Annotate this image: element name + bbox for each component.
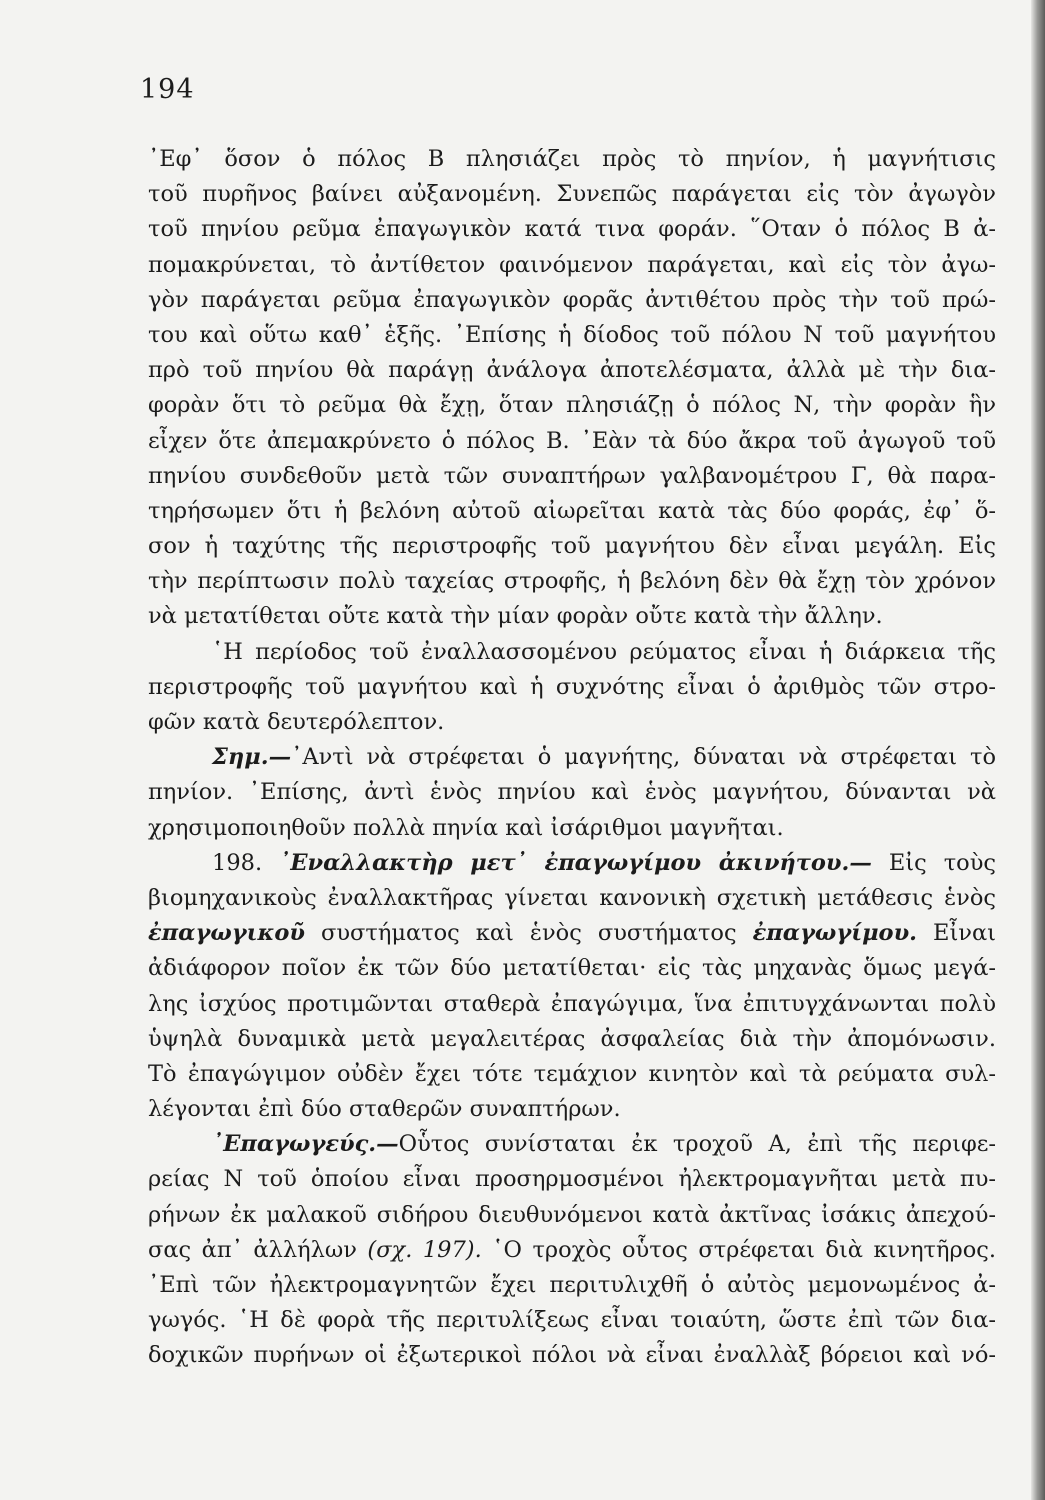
- inductor-line: ρείας Ν τοῦ ὁποίου εἶναι προσηρμοσμένοι ἠλεκτρομαγνῆται μετὰ πυ-: [148, 1166, 996, 1193]
- section-text: Εἰς τοὺς: [871, 849, 996, 876]
- term-inductive: ἐπαγωγικοῦ: [148, 920, 305, 947]
- section-line: λης ἰσχύος προτιμῶνται σταθερὰ ἐπαγώγιμα, ἵνα ἐπιτυγχάνωνται πολὺ: [148, 990, 996, 1017]
- text-line: του καὶ οὕτω καθ᾿ ἑξῆς. ᾿Επίσης ἡ δίοδος τοῦ πόλου Ν τοῦ μαγνήτου: [148, 321, 996, 348]
- text-line: περιστροφῆς τοῦ μαγνήτου καὶ ἡ συχνότης εἶναι ὁ ἀριθμὸς τῶν στρο-: [148, 673, 996, 700]
- text-line: φορὰν ὅτι τὸ ρεῦμα θὰ ἔχῃ, ὅταν πλησιάζῃ ὁ πόλος Ν, τὴν φορὰν ἣν: [148, 392, 996, 419]
- note-line: [148, 740, 996, 775]
- section-number: 198.: [212, 849, 263, 876]
- section-line: ὑψηλὰ δυναμικὰ μετὰ μεγαλειτέρας ἀσφαλείας διὰ τὴν ἀπομόνωσιν.: [148, 1025, 996, 1052]
- section-line: Τὸ ἐπαγώγιμον οὐδὲν ἔχει τότε τεμάχιον κινητὸν καὶ τὰ ρεύματα συλ-: [148, 1060, 996, 1087]
- text-line: νὰ μετατίθεται οὔτε κατὰ τὴν μίαν φορὰν οὔτε κατὰ τὴν ἄλλην.: [148, 603, 883, 630]
- inductor-line: [148, 1233, 996, 1268]
- text-line: τηρήσωμεν ὅτι ἡ βελόνη αὐτοῦ αἰωρεῖται κατὰ τὰς δύο φοράς, ἐφ᾿ ὅ-: [148, 497, 996, 524]
- section-text: Εἶναι: [917, 920, 996, 947]
- inductor-line: δοχικῶν πυρήνων οἱ ἐξωτερικοὶ πόλοι νὰ εἶναι ἐναλλὰξ βόρειοι καὶ νό-: [148, 1342, 996, 1369]
- inductor-line: ᾿Επὶ τῶν ἠλεκτρομαγνητῶν ἔχει περιτυλιχθῆ ὁ αὐτὸς μεμονωμένος ἀ-: [148, 1272, 996, 1298]
- note-label: Σημ.—: [212, 744, 292, 771]
- section-line: λέγονται ἐπὶ δύο σταθερῶν συναπτήρων.: [148, 1096, 621, 1123]
- section-line: ἀδιάφορον ποῖον ἐκ τῶν δύο μετατίθεται· εἰς τὰς μηχανὰς ὅμως μεγά-: [148, 955, 996, 982]
- section-line: βιομηχανικοὺς ἐναλλακτῆρας γίνεται κανονικὴ σχετικὴ μετάθεσις ἑνὸς: [148, 884, 996, 911]
- text-line: εἶχεν ὅτε ἀπεμακρύνετο ὁ πόλος Β. ᾿Εὰν τὰ δύο ἄκρα τοῦ ἀγωγοῦ τοῦ: [148, 427, 996, 454]
- text-line: πηνίου συνδεθοῦν μετὰ τῶν συναπτήρων γαλβανομέτρου Γ, θὰ παρα-: [148, 462, 996, 489]
- text-line: φῶν κατὰ δευτερόλεπτον.: [148, 709, 445, 735]
- term-armature: ἐπαγωγίμου.: [752, 920, 918, 947]
- page-number: 194: [140, 74, 195, 105]
- figure-reference: (σχ. 197).: [367, 1236, 482, 1263]
- inductor-label: ᾿Επαγωγεύς.—: [212, 1131, 399, 1158]
- text-line: γὸν παράγεται ρεῦμα ἐπαγωγικὸν φορᾶς ἀντιθέτου πρὸς τὴν τοῦ πρώ-: [148, 286, 996, 313]
- text-line: σον ἡ ταχύτης τῆς περιστροφῆς τοῦ μαγνήτου δὲν εἶναι μεγάλη. Εἰς: [148, 533, 996, 560]
- text-line: πομακρύνεται, τὸ ἀντίθετον φαινόμενον παράγεται, καὶ εἰς τὸν ἀγω-: [148, 251, 996, 278]
- text-line: τοῦ πηνίου ρεῦμα ἐπαγωγικὸν κατά τινα φοράν. ῞Οταν ὁ πόλος Β ἀ-: [148, 216, 996, 243]
- inductor-line: ρήνων ἐκ μαλακοῦ σιδήρου διευθυνόμενοι κατὰ ἀκτῖνας ἰσάκις ἀπεχού-: [148, 1201, 996, 1228]
- inductor-line: γωγός. ῾Η δὲ φορὰ τῆς περιτυλίξεως εἶναι τοιαύτη, ὥστε ἐπὶ τῶν δια-: [148, 1307, 996, 1334]
- section-line: [148, 916, 996, 951]
- text-line: τοῦ πυρῆνος βαίνει αὐξανομένη. Συνεπῶς παράγεται εἰς τὸν ἀγωγὸν: [148, 181, 996, 208]
- inductor-line: [148, 1127, 996, 1162]
- text-line: ῾Η περίοδος τοῦ ἐναλλασσομένου ρεύματος εἶναι ἡ διάρκεια τῆς: [212, 638, 996, 665]
- section-heading: ᾿Εναλλακτὴρ μετ᾿ ἐπαγωγίμου ἀκινήτου.—: [279, 849, 872, 876]
- text-line: τὴν περίπτωσιν πολὺ ταχείας στροφῆς, ἡ βελόνη δὲν θὰ ἔχῃ τὸν χρόνον: [148, 568, 996, 595]
- text-line: ᾿Εφ᾿ ὅσον ὁ πόλος Β πλησιάζει πρὸς τὸ πηνίον, ἡ μαγνήτισις: [148, 146, 996, 172]
- note-line: χρησιμοποιηθοῦν πολλὰ πηνία καὶ ἰσάριθμοι μαγνῆται.: [148, 814, 784, 841]
- inductor-text: ῾Ο τροχὸς οὗτος στρέφεται διὰ κινητῆρος.: [481, 1236, 996, 1263]
- section-text: συστήματος καὶ ἑνὸς συστήματος: [304, 920, 753, 947]
- inductor-text: σας ἀπ᾿ ἀλλήλων: [148, 1236, 368, 1263]
- note-text: ᾿Αντὶ νὰ στρέφεται ὁ μαγνήτης, δύναται νὰ στρέφεται τὸ: [291, 744, 996, 771]
- text-line: πρὸ τοῦ πηνίου θὰ παράγῃ ἀνάλογα ἀποτελέσματα, ἀλλὰ μὲ τὴν δια-: [148, 357, 996, 384]
- section-heading-line: [148, 846, 996, 881]
- page-edge-shadow: [1031, 0, 1045, 1500]
- body-text: [148, 142, 996, 1374]
- note-line: πηνίον. ᾿Επίσης, ἀντὶ ἑνὸς πηνίου καὶ ἑνὸς μαγνήτου, δύνανται νὰ: [148, 779, 996, 806]
- inductor-text: Οὗτος συνίσταται ἐκ τροχοῦ Α, ἐπὶ τῆς περιφε-: [398, 1131, 996, 1158]
